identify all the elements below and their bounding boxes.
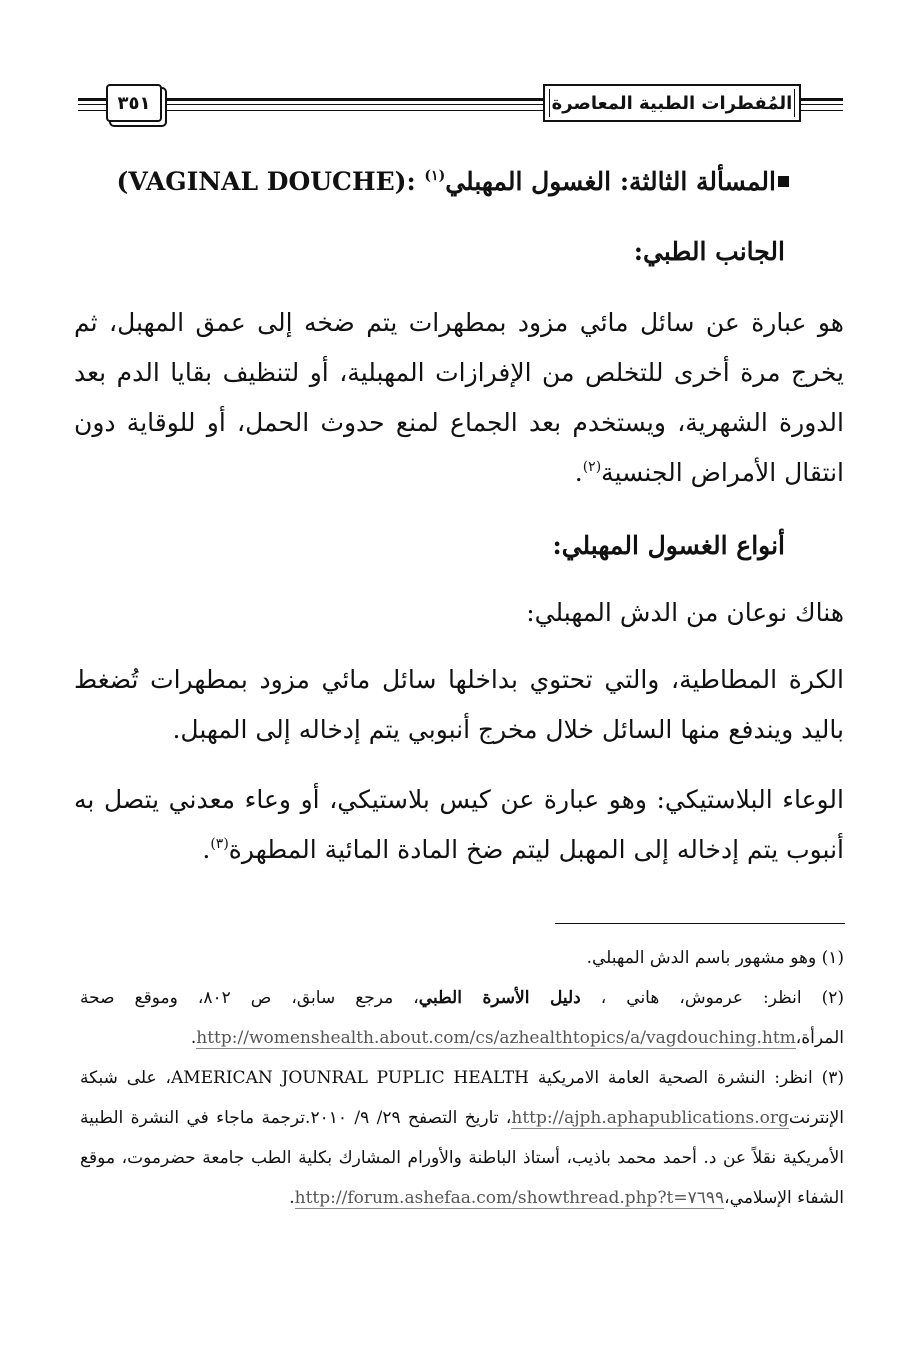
types-item-plastic-bag-end: .: [202, 835, 211, 864]
footnote-3-text: (٣) انظر: النشرة الصحية العامة الامريكية AMERICAN JOUNRAL PUPLIC HEALTH، على شبكة الإنترنت: [80, 1068, 844, 1128]
types-intro: هناك نوعان من الدش المهبلي:: [526, 598, 844, 627]
footnote-2-text: (٢) انظر: عرموش، هاني ،: [580, 988, 844, 1008]
medical-side-heading: الجانب الطبي:: [633, 237, 785, 266]
bullet-square-icon: [778, 176, 789, 187]
footnote-3-link[interactable]: http://ajph.aphapublications.org: [511, 1108, 789, 1128]
footnote-2: [80, 978, 844, 1058]
footnote-ref-2[interactable]: (٢): [582, 459, 602, 475]
footnote-separator: [555, 923, 845, 924]
footnote-3-text-b: ، تاريخ التصفح ٢٩/ ٩/ ٢٠١٠.ترجمة ماجاء في النشرة الطبية الأمريكية نقلاً عن د. أحمد محمد باذيب، أستاذ الباطنة والأورام المشارك بكلية الطب جامعة حضرموت، موقع الشفاء الإسلامي،: [80, 1108, 844, 1208]
footnote-ref-1[interactable]: (١): [424, 168, 446, 184]
footnote-ref-3[interactable]: (٣): [210, 836, 229, 852]
section-title-en: (VAGINAL DOUCHE):: [116, 167, 416, 196]
footnote-2-source: دليل الأسرة الطبي: [418, 988, 581, 1008]
types-item-rubber-ball: الكرة المطاطية، والتي تحتوي بداخلها سائل مائي مزود بمطهرات تُضغط باليد ويندفع منها السائل خلال مخرج أنبوبي يتم إدخاله إلى المهبل.: [74, 665, 844, 744]
footnote-3-link-2[interactable]: http://forum.ashefaa.com/showthread.php?t=٧٦٩٩: [294, 1188, 725, 1208]
footnote-3: [80, 1058, 844, 1218]
medical-side-paragraph: [74, 298, 844, 498]
types-heading: أنواع الغسول المهبلي:: [552, 531, 785, 560]
medical-side-text: هو عبارة عن سائل مائي مزود بمطهرات يتم ضخه إلى عمق المهبل، ثم يخرج مرة أخرى للتخلص من الإفرازات المهبلية، أو لتنظيف بقايا الدم بعد الدورة الشهرية، ويستخدم بعد الجماع لمنع حدوث الحمل، أو للوقاية دون انتقال الأمراض الجنسية: [74, 308, 844, 487]
types-item-plastic-bag-text: الوعاء البلاستيكي: وهو عبارة عن كيس بلاستيكي، أو وعاء معدني يتصل به أنبوب يتم إدخاله إلى المهبل ليتم ضخ المادة المائية المطهرة: [74, 785, 844, 864]
section-title: [117, 162, 776, 202]
footnote-3-end: .: [289, 1188, 295, 1208]
footnote-2-link[interactable]: http://womenshealth.about.com/cs/azhealthtopics/a/vagdouching.htm: [196, 1028, 796, 1048]
footnote-1: (١) وهو مشهور باسم الدش المهبلي.: [586, 948, 844, 968]
footnote-2-end: .: [190, 1028, 197, 1048]
page-number: ٣٥١: [106, 84, 162, 122]
running-title: المُفطرات الطبية المعاصرة: [543, 84, 801, 122]
footnote-2-text-b: ، مرجع سابق، ص ٨٠٢، وموقع صحة المرأة،: [80, 988, 844, 1048]
types-item-plastic-bag: [74, 775, 844, 875]
medical-side-text-end: .: [574, 458, 583, 487]
section-title-ar: المسألة الثالثة: الغسول المهبلي: [445, 167, 776, 196]
